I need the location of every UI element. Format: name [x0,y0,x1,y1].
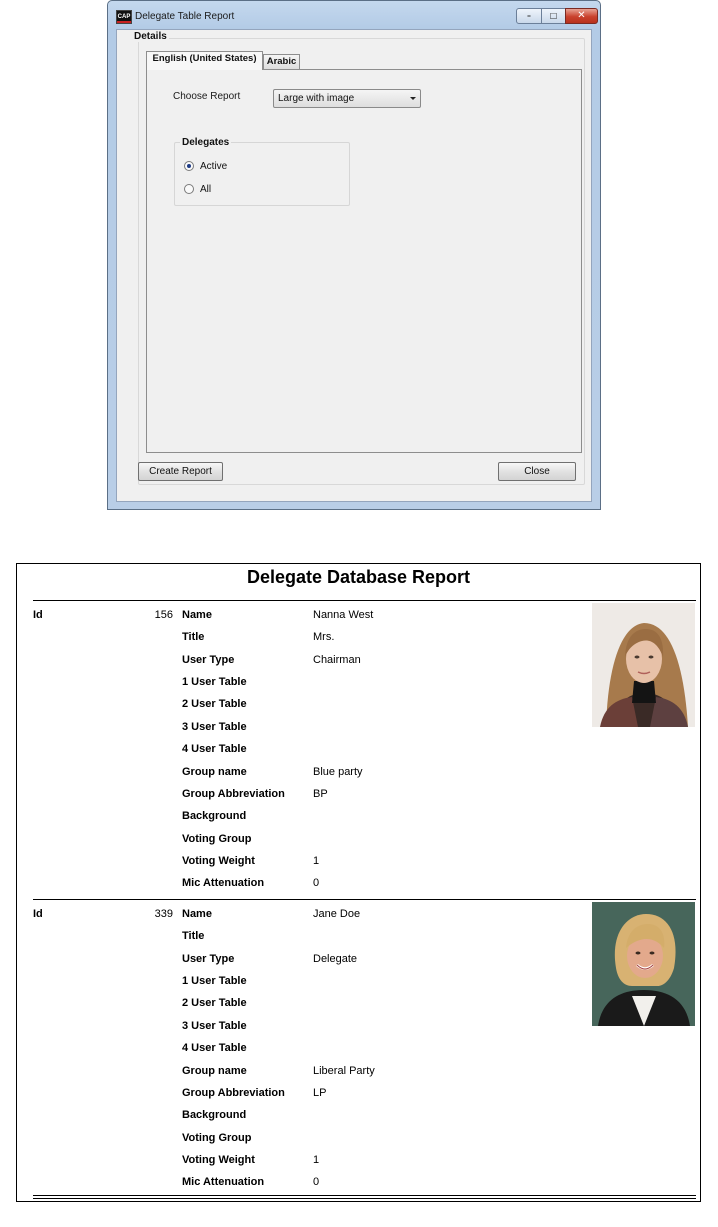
field-value-title: Mrs. [313,631,335,643]
radio-all-label: All [200,183,212,195]
choose-report-dropdown[interactable] [273,89,421,108]
field-label-group-abbreviation: Group Abbreviation [182,1087,285,1099]
field-label-voting-weight: Voting Weight [182,1154,255,1166]
field-value-name: Nanna West [313,609,374,621]
field-value-name: Jane Doe [313,908,361,920]
radio-all-indicator[interactable] [184,184,194,194]
field-label-voting-weight: Voting Weight [182,855,255,867]
id-value: 156 [154,609,173,621]
dropdown-arrow-icon [410,97,416,100]
report-dialog-window [107,0,601,510]
field-label-3-user-table: 3 User Table [182,1020,247,1032]
field-label-user-type: User Type [182,654,235,666]
field-label-background: Background [182,1109,247,1121]
delegates-group-label: Delegates [182,137,230,148]
title-bar[interactable] [108,1,600,31]
field-label-3-user-table: 3 User Table [182,721,247,733]
create-report-button[interactable]: Create Report [138,462,223,481]
tab-panel-english [146,69,582,453]
radio-active-label: Active [200,160,228,172]
tab-english-united-states[interactable]: English (United States) [146,51,263,70]
field-value-user-type: Chairman [313,654,361,666]
field-label-mic-attenuation: Mic Attenuation [182,877,265,889]
app-logo-icon: CAP [116,10,132,24]
delegate-photo-icon [592,902,695,1026]
field-label-name: Name [182,908,212,920]
id-value: 339 [154,908,173,920]
field-label-4-user-table: 4 User Table [182,743,247,755]
report-end-separator-double [33,1198,696,1199]
report-document [16,563,701,1202]
details-group-label: Details [134,31,167,42]
close-button[interactable]: Close [498,462,576,481]
minimize-button[interactable]: – [516,8,542,24]
id-label: Id [33,908,43,920]
radio-active-indicator[interactable] [184,161,194,171]
choose-report-label: Choose Report [173,91,241,102]
field-label-group-name: Group name [182,766,247,778]
delegate-photo-icon [592,603,695,727]
field-value-mic-attenuation: 0 [313,1176,320,1188]
field-label-title: Title [182,631,205,643]
field-label-background: Background [182,810,247,822]
field-value-group-abbreviation: BP [313,788,328,800]
field-label-mic-attenuation: Mic Attenuation [182,1176,265,1188]
field-label-voting-group: Voting Group [182,833,252,845]
tab-arabic[interactable]: Arabic [263,54,300,70]
field-label-user-type: User Type [182,953,235,965]
delegates-group [174,137,350,206]
field-value-mic-attenuation: 0 [313,877,320,889]
close-window-button[interactable]: ✕ [565,8,598,24]
field-label-group-abbreviation: Group Abbreviation [182,788,285,800]
field-label-4-user-table: 4 User Table [182,1042,247,1054]
field-value-group-name: Liberal Party [313,1065,375,1077]
report-title: Delegate Database Report [246,567,471,587]
field-label-voting-group: Voting Group [182,1132,252,1144]
field-label-1-user-table: 1 User Table [182,975,247,987]
id-label: Id [33,609,43,621]
maximize-button[interactable]: □ [541,8,566,24]
field-value-group-name: Blue party [313,766,363,778]
radio-active[interactable] [184,159,227,173]
field-label-2-user-table: 2 User Table [182,698,247,710]
window-title: Delegate Table Report [135,11,235,22]
header-separator [33,600,696,601]
field-value-user-type: Delegate [313,953,358,965]
field-label-name: Name [182,609,212,621]
field-value-group-abbreviation: LP [313,1087,327,1099]
field-label-title: Title [182,930,205,942]
field-value-voting-weight: 1 [313,855,320,867]
report-end-separator [33,1195,696,1196]
field-label-2-user-table: 2 User Table [182,997,247,1009]
radio-all[interactable] [184,182,211,196]
field-label-1-user-table: 1 User Table [182,676,247,688]
field-value-voting-weight: 1 [313,1154,320,1166]
field-label-group-name: Group name [182,1065,247,1077]
record-separator [33,899,696,900]
dialog-client-area [116,29,592,502]
choose-report-value: Large with image [278,93,355,104]
